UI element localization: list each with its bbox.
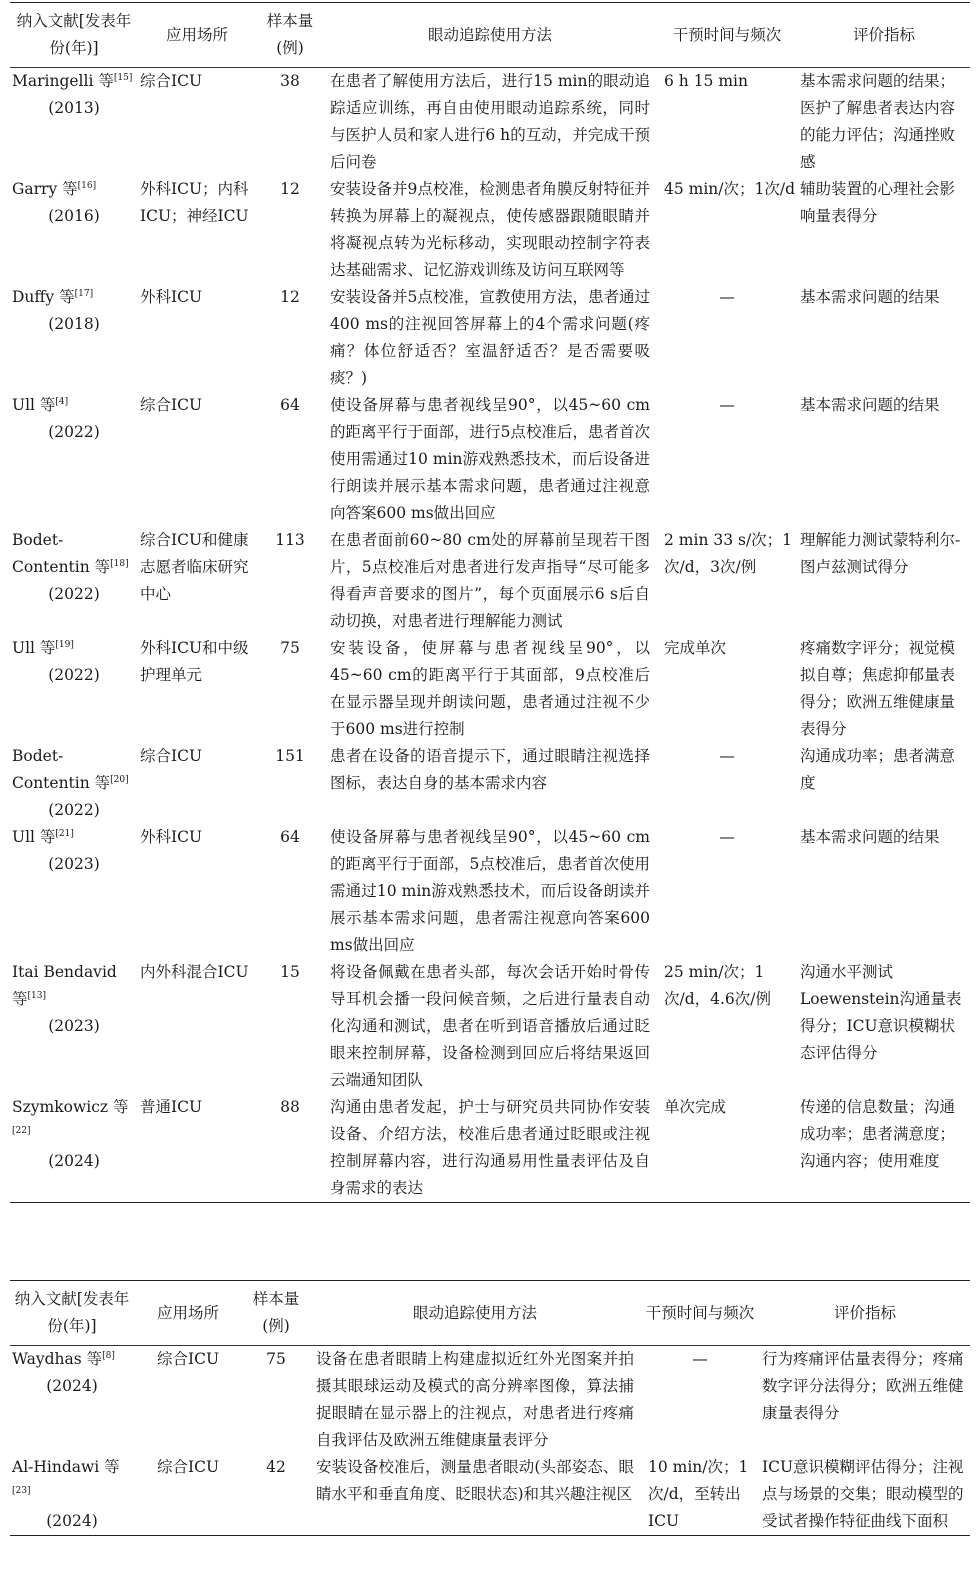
reference-author: Szymkowicz 等 — [12, 1098, 129, 1116]
cell-setting: 内外科混合ICU — [140, 963, 249, 981]
reference-citation: [15] — [113, 72, 133, 83]
cell-intervention-time: 45 min/次；1次/d — [664, 180, 796, 198]
cell-intervention-time: 完成单次 — [664, 639, 727, 657]
cell-intervention-time: 单次完成 — [664, 1098, 727, 1116]
cell-sample-size: 38 — [280, 72, 300, 90]
reference-author: Duffy 等 — [12, 288, 75, 306]
reference-citation: [22] — [12, 1125, 31, 1136]
cell-method: 安装设备并5点校准，宣教使用方法，患者通过400 ms的注视回答屏幕上的4个需求问题(疼痛？体位舒适否？室温舒适否？是否需要吸痰？) — [330, 288, 650, 387]
reference-citation: [18] — [110, 558, 129, 569]
reference-year: (2023) — [48, 855, 100, 873]
cell-method: 安装设备，使屏幕与患者视线呈90°，以45~60 cm的距离平行于其面部，9点校准后在显示器呈现并朗读问题，患者通过注视不少于600 ms进行控制 — [330, 639, 650, 738]
cell-evaluation: 基本需求问题的结果 — [800, 288, 940, 306]
reference-year: (2022) — [48, 423, 100, 441]
reference-citation: [4] — [55, 396, 69, 407]
cell-evaluation: 行为疼痛评估量表得分；疼痛数字评分法得分；欧洲五维健康量表得分 — [762, 1350, 964, 1422]
cell-method: 在患者了解使用方法后，进行15 min的眼动追踪适应训练，再自由使用眼动追踪系统，同时与医护人员和家人进行6 h的互动，并完成干预后问卷 — [330, 72, 650, 171]
cell-evaluation: 传递的信息数量；沟通成功率；患者满意度；沟通内容；使用难度 — [800, 1098, 956, 1170]
cell-reference — [10, 392, 138, 527]
header-setting: 应用场所 — [134, 1281, 242, 1346]
table-row — [10, 824, 970, 959]
reference-year: (2022) — [48, 585, 100, 603]
cell-setting: 综合ICU — [140, 747, 203, 765]
cell-sample-size: 64 — [280, 396, 300, 414]
cell-intervention-time: — — [719, 828, 735, 846]
reference-year: (2024) — [46, 1512, 98, 1530]
cell-setting: 综合ICU — [156, 1458, 220, 1476]
cell-evaluation: 沟通成功率；患者满意度 — [800, 747, 956, 792]
header-method: 眼动追踪使用方法 — [310, 1281, 640, 1346]
table-row — [10, 392, 970, 527]
reference-author: Ull 等 — [12, 828, 56, 846]
reference-year: (2016) — [48, 207, 100, 225]
reference-year: (2024) — [48, 1152, 100, 1170]
header-eval: 评价指标 — [798, 3, 970, 68]
cell-intervention-time: — — [719, 396, 735, 414]
cell-intervention-time: 6 h 15 min — [664, 72, 748, 90]
cell-sample-size: 64 — [280, 828, 300, 846]
reference-citation: [16] — [77, 180, 97, 191]
reference-author: Ull 等 — [12, 639, 56, 657]
literature-table-2 — [10, 1280, 970, 1536]
table-row — [10, 1346, 970, 1455]
cell-sample-size: 113 — [275, 531, 305, 549]
cell-method: 安装设备并9点校准，检测患者角膜反射特征并转换为屏幕上的凝视点，使传感器跟随眼睛并将凝视点转为光标移动，实现眼动控制字符表达基础需求、记忆游戏训练及访问互联网等 — [330, 180, 650, 279]
reference-author: Garry 等 — [12, 180, 78, 198]
cell-method: 使设备屏幕与患者视线呈90°，以45~60 cm的距离平行于面部，进行5点校准后，患者首次使用需通过10 min游戏熟悉技术，而后设备进行朗读并展示基本需求问题，患者通过注视意向答案600 ms做出回应 — [330, 396, 650, 522]
reference-author: Maringelli 等 — [12, 72, 114, 90]
cell-intervention-time: 2 min 33 s/次；1次/d，3次/例 — [664, 531, 793, 576]
cell-setting: 普通ICU — [140, 1098, 203, 1116]
cell-sample-size: 88 — [280, 1098, 300, 1116]
header-eval: 评价指标 — [760, 1281, 970, 1346]
cell-reference — [10, 959, 138, 1094]
cell-reference — [10, 284, 138, 392]
table-row — [10, 635, 970, 743]
cell-reference — [10, 68, 138, 177]
cell-setting: 综合ICU — [140, 72, 203, 90]
reference-year: (2023) — [48, 1017, 100, 1035]
table-row — [10, 527, 970, 635]
cell-method: 将设备佩戴在患者头部，每次会话开始时骨传导耳机会播一段问候音频，之后进行量表自动化沟通和测试，患者在听到语音播放后通过眨眼来控制屏幕，设备检测到回应后将结果返回云端通知团队 — [330, 963, 650, 1089]
reference-year: (2022) — [48, 801, 100, 819]
cell-sample-size: 15 — [280, 963, 300, 981]
cell-reference — [10, 743, 138, 824]
reference-year: (2013) — [48, 99, 100, 117]
cell-reference — [10, 1454, 134, 1536]
cell-evaluation: 基本需求问题的结果 — [800, 396, 940, 414]
reference-citation: [19] — [55, 639, 74, 650]
reference-citation: [13] — [27, 990, 46, 1001]
cell-method: 患者在设备的语音提示下，通过眼睛注视选择图标，表达自身的基本需求内容 — [330, 747, 650, 792]
reference-citation: [23] — [12, 1485, 31, 1496]
cell-method: 在患者面前60~80 cm处的屏幕前呈现若干图片，5点校准后对患者进行发声指导“尽可能多得看声音要求的图片”，每个页面展示6 s后自动切换，对患者进行理解能力测试 — [330, 531, 650, 630]
cell-intervention-time: — — [719, 288, 735, 306]
cell-setting: 综合ICU — [156, 1350, 220, 1368]
reference-citation: [17] — [74, 288, 94, 299]
reference-citation: [8] — [102, 1350, 115, 1361]
cell-method: 设备在患者眼睛上构建虚拟近红外光图案并拍摄其眼球运动及模式的高分辨率图像，算法捕捉眼睛在显示器上的注视点，对患者进行疼痛自我评估及欧洲五维健康量表评分 — [316, 1350, 634, 1449]
table-row — [10, 68, 970, 177]
cell-evaluation: 基本需求问题的结果 — [800, 828, 940, 846]
cell-setting: 外科ICU；内科ICU；神经ICU — [140, 180, 249, 225]
reference-author: Al-Hindawi 等 — [12, 1458, 120, 1476]
cell-method: 沟通由患者发起，护士与研究员共同协作安装设备、介绍方法，校准后患者通过眨眼或注视控制屏幕内容，进行沟通易用性量表评估及自身需求的表达 — [330, 1098, 650, 1197]
cell-reference — [10, 527, 138, 635]
table-row — [10, 1454, 970, 1536]
cell-evaluation: 疼痛数字评分；视觉模拟自尊；焦虑抑郁量表得分；欧洲五维健康量表得分 — [800, 639, 956, 738]
cell-intervention-time: 10 min/次；1次/d，至转出ICU — [648, 1458, 749, 1530]
table-header-row — [10, 3, 970, 68]
header-sample: 样本量(例) — [256, 3, 324, 68]
table-row — [10, 743, 970, 824]
reference-author: Ull 等 — [12, 396, 56, 414]
cell-setting: 外科ICU — [140, 828, 203, 846]
cell-sample-size: 12 — [280, 288, 300, 306]
cell-intervention-time: — — [719, 747, 735, 765]
header-ref: 纳入文献[发表年份(年)] — [10, 3, 138, 68]
cell-sample-size: 42 — [266, 1458, 286, 1476]
header-time: 干预时间与频次 — [640, 1281, 760, 1346]
cell-sample-size: 75 — [266, 1350, 286, 1368]
cell-reference — [10, 635, 138, 743]
reference-citation: [20] — [110, 774, 129, 785]
cell-evaluation: 沟通水平测试Loewenstein沟通量表得分；ICU意识模糊状态评估得分 — [800, 963, 962, 1062]
cell-intervention-time: — — [692, 1350, 708, 1368]
reference-author: Bodet-Contentin 等 — [12, 747, 111, 792]
table-row — [10, 176, 970, 284]
reference-author: Bodet-Contentin 等 — [12, 531, 111, 576]
cell-setting: 外科ICU和中级护理单元 — [140, 639, 249, 684]
cell-evaluation: 辅助装置的心理社会影响量表得分 — [800, 180, 956, 225]
table-row — [10, 1094, 970, 1203]
cell-sample-size: 75 — [280, 639, 300, 657]
cell-sample-size: 151 — [275, 747, 305, 765]
cell-setting: 综合ICU — [140, 396, 203, 414]
reference-author: Itai Bendavid 等 — [12, 963, 117, 1008]
literature-table-1 — [10, 2, 970, 1203]
table-header-row — [10, 1281, 970, 1346]
table-row — [10, 284, 970, 392]
cell-evaluation: 理解能力测试蒙特利尔-图卢兹测试得分 — [800, 531, 961, 576]
cell-setting: 外科ICU — [140, 288, 203, 306]
header-method: 眼动追踪使用方法 — [324, 3, 656, 68]
header-time: 干预时间与频次 — [656, 3, 798, 68]
cell-reference — [10, 824, 138, 959]
cell-sample-size: 12 — [280, 180, 300, 198]
header-sample: 样本量(例) — [242, 1281, 310, 1346]
cell-reference — [10, 176, 138, 284]
cell-evaluation: 基本需求问题的结果；医护了解患者表达内容的能力评估；沟通挫败感 — [800, 72, 956, 171]
cell-method: 安装设备校准后，测量患者眼动(头部姿态、眼睛水平和垂直角度、眨眼状态)和其兴趣注视区 — [316, 1458, 634, 1503]
reference-citation: [21] — [55, 828, 74, 839]
cell-method: 使设备屏幕与患者视线呈90°，以45~60 cm的距离平行于面部，5点校准后，患者首次使用需通过10 min游戏熟悉技术，而后设备朗读并展示基本需求问题，患者需注视意向答案600 ms做出回应 — [330, 828, 650, 954]
table-row — [10, 959, 970, 1094]
cell-setting: 综合ICU和健康志愿者临床研究中心 — [140, 531, 249, 603]
reference-author: Waydhas 等 — [12, 1350, 103, 1368]
cell-intervention-time: 25 min/次；1次/d，4.6次/例 — [664, 963, 772, 1008]
cell-reference — [10, 1346, 134, 1455]
reference-year: (2024) — [46, 1377, 98, 1395]
header-setting: 应用场所 — [138, 3, 256, 68]
cell-evaluation: ICU意识模糊评估得分；注视点与场景的交集；眼动模型的受试者操作特征曲线下面积 — [762, 1458, 964, 1530]
reference-year: (2018) — [48, 315, 100, 333]
reference-year: (2022) — [48, 666, 100, 684]
cell-reference — [10, 1094, 138, 1203]
header-ref: 纳入文献[发表年份(年)] — [10, 1281, 134, 1346]
